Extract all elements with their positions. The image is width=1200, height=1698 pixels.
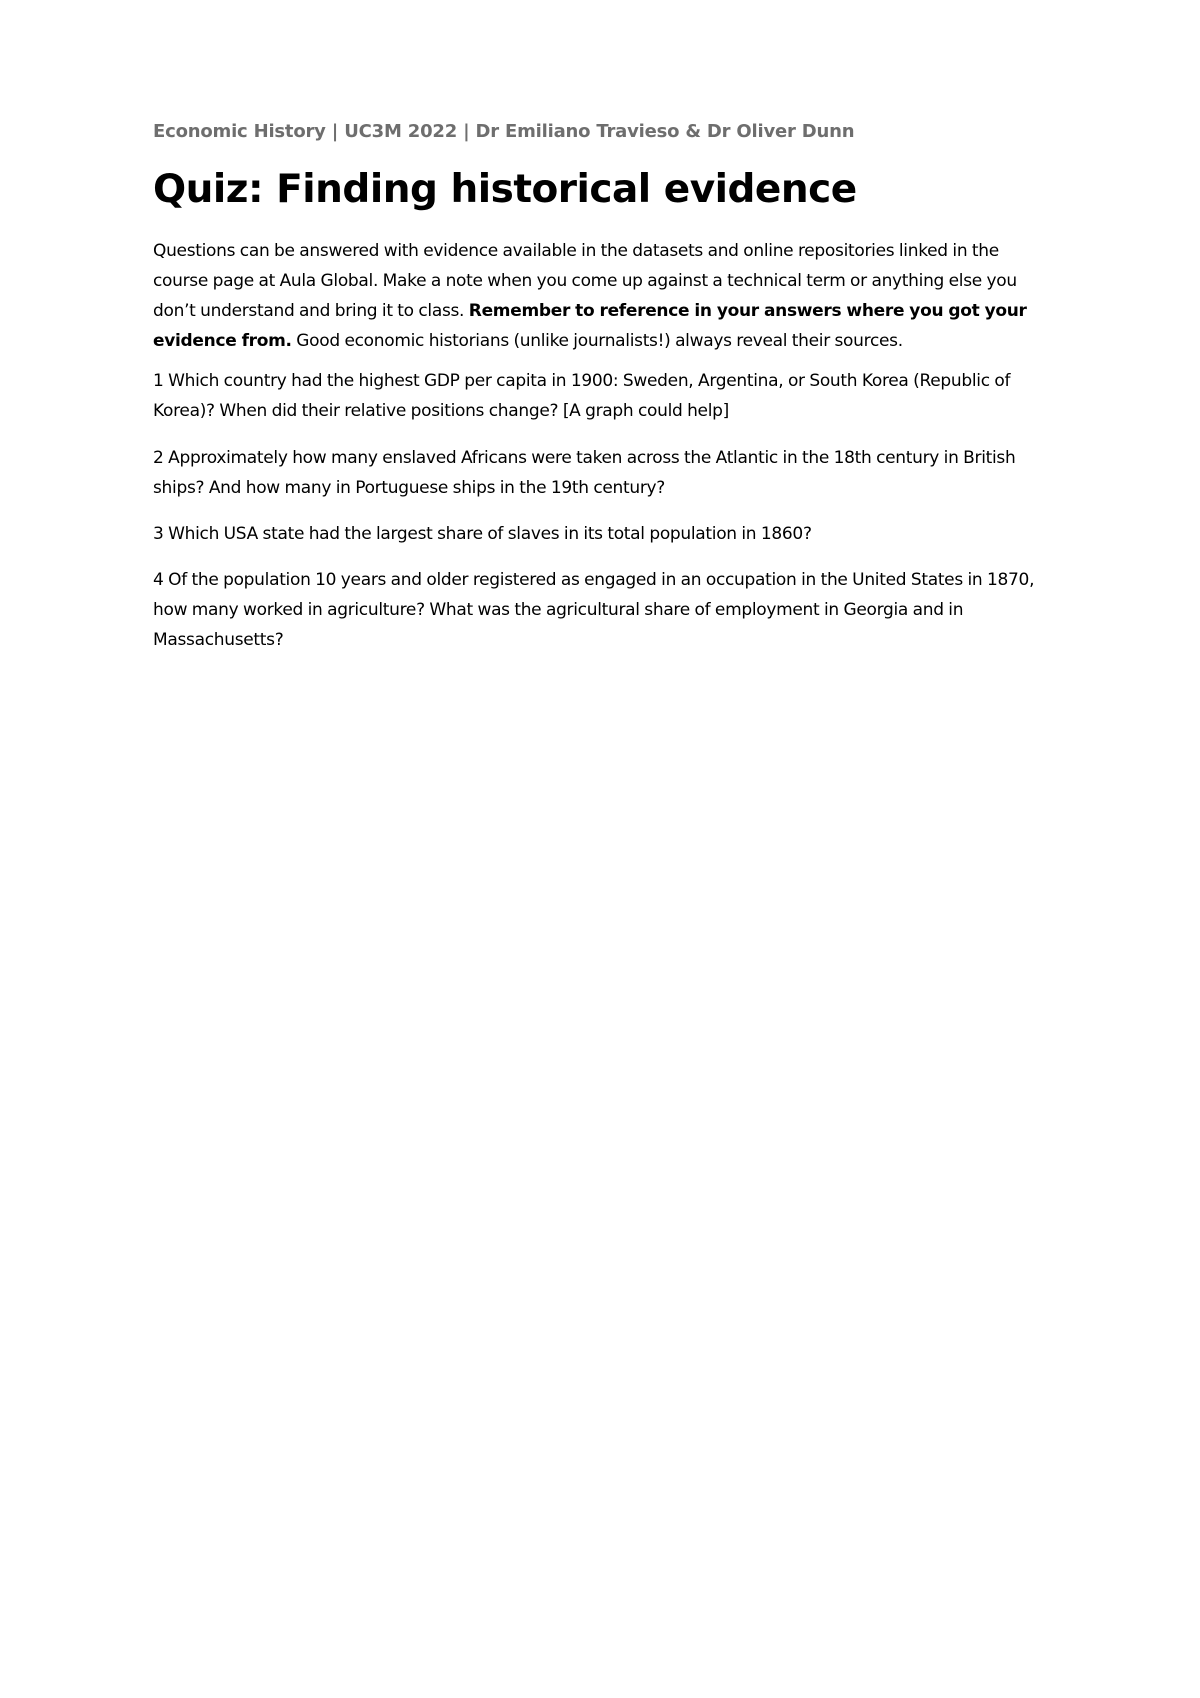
page-title: Quiz: Finding historical evidence: [153, 167, 857, 212]
intro-text-part2: Good economic historians (unlike journalists!) always reveal their sources.: [291, 331, 903, 351]
question-2: 2 Approximately how many enslaved Africans were taken across the Atlantic in the 18th century in British ships? And how many in Portuguese ships in the 19th century?: [153, 448, 1016, 498]
question-4: 4 Of the population 10 years and older registered as engaged in an occupation in the United States in 1870, how many worked in agriculture? What was the agricultural share of employment in Georgia and in Massachusetts?: [153, 570, 1035, 650]
question-3: 3 Which USA state had the largest share of slaves in its total population in 1860?: [153, 524, 812, 544]
document-page: [153, 118, 1053, 655]
intro-paragraph: [153, 236, 1053, 356]
intro-text-part1: Questions can be answered with evidence available in the datasets and online repositories linked in the course page at Aula Global. Make a note when you come up against a technical term or anything else you don’t understand and bring it to class.: [153, 241, 1017, 321]
question-1: 1 Which country had the highest GDP per capita in 1900: Sweden, Argentina, or South Korea (Republic of Korea)? When did their relative positions change? [A graph could help]: [153, 371, 1011, 421]
intro-bold-reminder: Remember to reference in your answers where you got your evidence from.: [153, 301, 1027, 351]
document-header: Economic History | UC3M 2022 | Dr Emiliano Travieso & Dr Oliver Dunn: [153, 121, 855, 142]
